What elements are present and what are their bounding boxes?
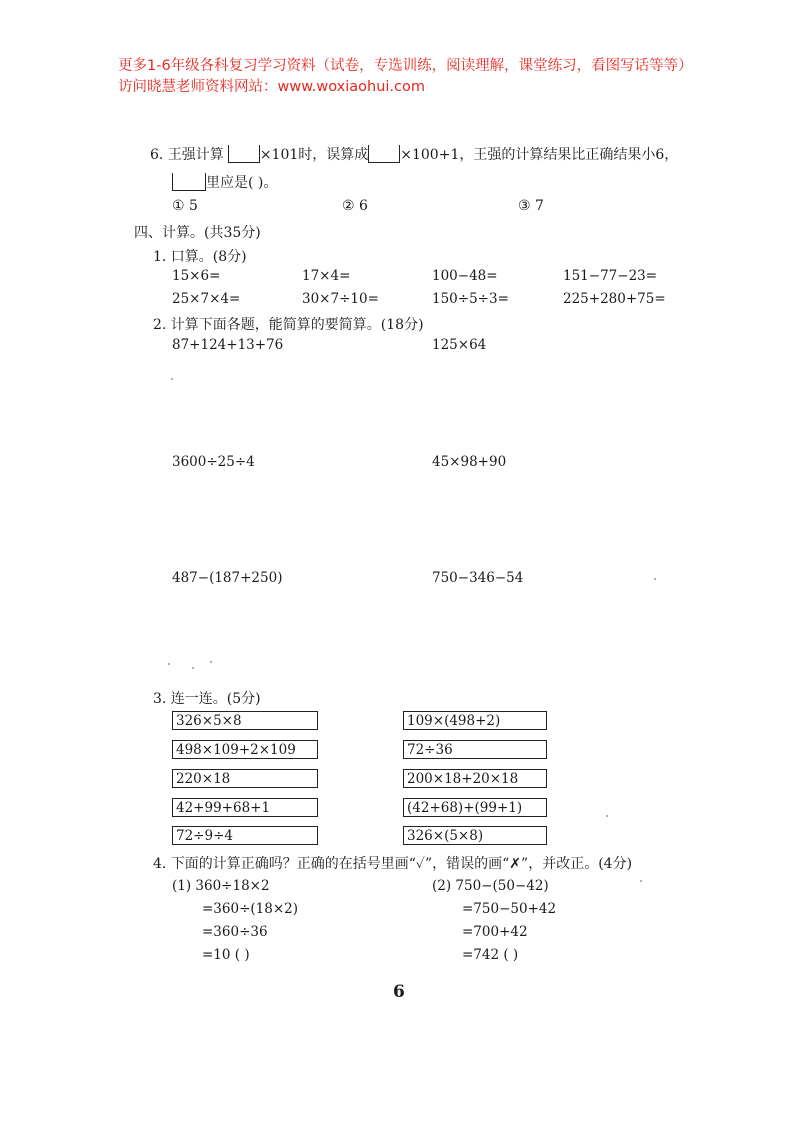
answer-blank xyxy=(172,173,206,191)
scan-speck xyxy=(654,578,656,580)
answer-blank xyxy=(368,145,400,163)
scan-speck xyxy=(640,880,642,882)
q6-number: 6. xyxy=(150,147,164,163)
oral-item: 30×7÷10= xyxy=(302,291,379,307)
calc-title: 2. 计算下面各题，能简算的要简算。(18分) xyxy=(153,317,424,333)
oral-item: 17×4= xyxy=(302,268,351,284)
calc-item: 487−(187+250) xyxy=(172,570,283,586)
q6-text3: ×100+1，王强的计算结果比正确结果小6， xyxy=(400,147,679,163)
q6-text4: 里应是( )。 xyxy=(206,175,278,191)
judge-left-line: (1) 360÷18×2 xyxy=(172,878,270,894)
page-number: 6 xyxy=(393,982,405,1002)
match-left-item[interactable]: 220×18 xyxy=(172,769,318,788)
oral-title: 1. 口算。(8分) xyxy=(153,249,247,265)
q6-text1: 王强计算 xyxy=(167,147,224,163)
match-right-item[interactable]: 109×(498+2) xyxy=(403,711,547,730)
oral-item: 15×6= xyxy=(172,268,221,284)
match-right-item[interactable]: 72÷36 xyxy=(403,740,547,759)
calc-item: 45×98+90 xyxy=(432,454,507,470)
q6-text2: ×101时，误算成 xyxy=(259,147,369,163)
judge-right-line: =742 ( ) xyxy=(462,947,519,963)
q6-line2 xyxy=(172,172,277,192)
judge-right-line: =700+42 xyxy=(462,924,528,940)
q6-option-1: ① 5 xyxy=(172,198,198,214)
oral-item: 25×7×4= xyxy=(172,291,241,307)
match-title: 3. 连一连。(5分) xyxy=(153,691,261,707)
oral-item: 151−77−23= xyxy=(563,268,658,284)
scan-speck xyxy=(210,661,212,663)
judge-left-line: =10 ( ) xyxy=(202,947,250,963)
oral-item: 225+280+75= xyxy=(563,291,666,307)
scan-speck xyxy=(171,378,173,380)
scan-speck xyxy=(168,663,170,665)
judge-left-line: =360÷(18×2) xyxy=(202,901,299,917)
q6-line1 xyxy=(150,144,678,164)
calc-item: 3600÷25÷4 xyxy=(172,454,255,470)
oral-item: 150÷5÷3= xyxy=(432,291,509,307)
answer-blank xyxy=(228,145,260,163)
match-right-item[interactable]: 326×(5×8) xyxy=(403,826,547,845)
calc-item: 125×64 xyxy=(432,337,487,353)
judge-title: 4. 下面的计算正确吗？正确的在括号里画“✓”，错误的画“✗”，并改正。(4分) xyxy=(153,856,633,872)
match-left-item[interactable]: 72÷9÷4 xyxy=(172,826,318,845)
match-left-item[interactable]: 326×5×8 xyxy=(172,711,318,730)
match-right-item[interactable]: (42+68)+(99+1) xyxy=(403,798,547,817)
match-left-item[interactable]: 498×109+2×109 xyxy=(172,740,318,759)
q6-option-2: ② 6 xyxy=(342,198,368,214)
section-title: 四、计算。(共35分) xyxy=(134,225,261,241)
oral-item: 100−48= xyxy=(432,268,498,284)
judge-left-line: =360÷36 xyxy=(202,924,268,940)
judge-right-line: (2) 750−(50−42) xyxy=(432,878,549,894)
match-right-item[interactable]: 200×18+20×18 xyxy=(403,769,547,788)
calc-item: 87+124+13+76 xyxy=(172,337,284,353)
calc-item: 750−346−54 xyxy=(432,570,524,586)
judge-right-line: =750−50+42 xyxy=(462,901,557,917)
promo-banner: 更多1-6年级各科复习学习资料（试卷，专选训练，阅读理解，课堂练习，看图写话等等）访问晓慧老师资料网站：www.woxiaohui.com xyxy=(118,58,693,95)
match-left-item[interactable]: 42+99+68+1 xyxy=(172,798,318,817)
q6-option-3: ③ 7 xyxy=(518,198,544,214)
scan-speck xyxy=(606,815,608,817)
scan-speck xyxy=(192,667,194,669)
